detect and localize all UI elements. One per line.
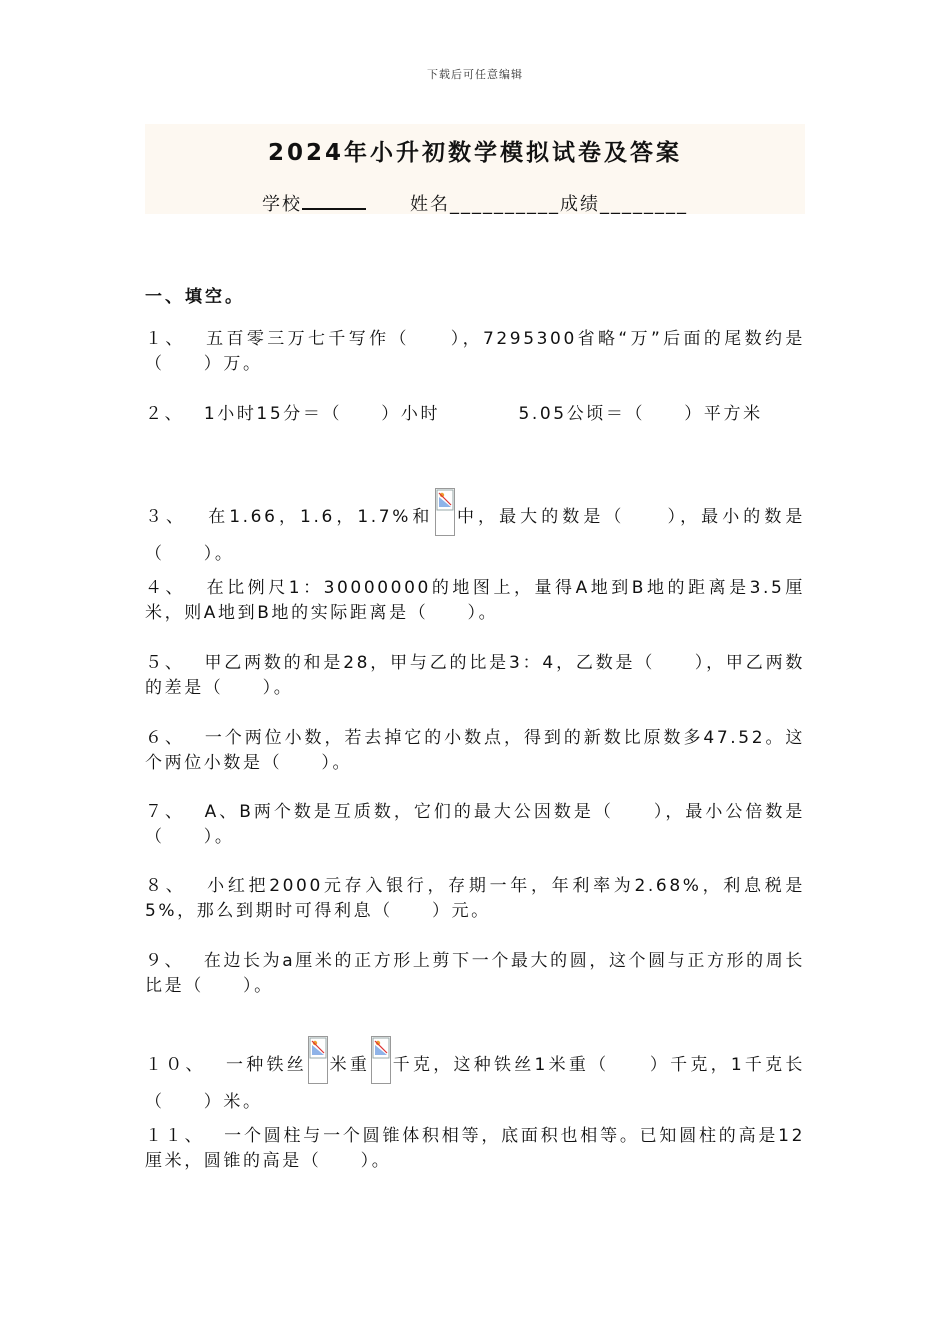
exam-info-line bbox=[145, 190, 805, 216]
question-7 bbox=[145, 800, 805, 850]
question-text-cont: 千克，这种铁丝1米重（ ）千克，1千克长（ ）米。 bbox=[145, 1055, 805, 1112]
question-6 bbox=[145, 726, 805, 776]
broken-image-icon bbox=[435, 488, 455, 536]
broken-image-icon bbox=[308, 1036, 328, 1084]
school-blank bbox=[302, 192, 366, 210]
question-text-cont: 米重 bbox=[329, 1055, 371, 1075]
question-text: 在比例尺1：30000000的地图上，量得A地到B地的距离是3.5厘米，则A地到B地的实际距离是（ ）。 bbox=[145, 578, 805, 623]
question-text: 甲乙两数的和是28，甲与乙的比是3：4，乙数是（ ），甲乙两数的差是（ ）。 bbox=[145, 653, 805, 698]
question-3 bbox=[145, 488, 805, 573]
question-number: １０、 bbox=[145, 1055, 206, 1075]
question-number: ８、 bbox=[145, 876, 187, 896]
page-title: 2024年小升初数学模拟试卷及答案 bbox=[267, 140, 682, 166]
question-text: 五百零三万七千写作（ ），7295300省略“万”后面的尾数约是（ ）万。 bbox=[145, 329, 806, 374]
question-4 bbox=[145, 576, 805, 626]
question-10 bbox=[145, 1036, 805, 1121]
header-note: 下载后可任意编辑 bbox=[427, 68, 523, 81]
question-number: ２、 bbox=[145, 404, 185, 424]
question-text: 小红把2000元存入银行，存期一年，年利率为2.68%，利息税是5%，那么到期时可得利息（ ）元。 bbox=[145, 876, 806, 921]
question-number: ９、 bbox=[145, 951, 185, 971]
question-text: 1小时15分＝（ ）小时 5.05公顷＝（ ）平方米 bbox=[203, 404, 763, 424]
name-label: 姓名__________ bbox=[410, 194, 560, 215]
question-2 bbox=[145, 402, 805, 427]
question-text: 一个圆柱与一个圆锥体积相等，底面积也相等。已知圆柱的高是12厘米，圆锥的高是（ ）。 bbox=[145, 1126, 805, 1171]
section-title: 一、填空。 bbox=[145, 287, 245, 307]
question-8 bbox=[145, 874, 805, 924]
school-label: 学校 bbox=[262, 194, 302, 215]
question-number: ７、 bbox=[145, 802, 185, 822]
question-text: 在1.66，1.6，1.7%和 bbox=[206, 507, 434, 527]
question-9 bbox=[145, 949, 805, 999]
question-5 bbox=[145, 651, 805, 701]
question-number: １、 bbox=[145, 329, 186, 349]
question-text: 一个两位小数，若去掉它的小数点，得到的新数比原数多47.52。这个两位小数是（ ）。 bbox=[145, 728, 805, 773]
title-block bbox=[145, 124, 805, 214]
question-text: 在边长为a厘米的正方形上剪下一个最大的圆，这个圆与正方形的周长比是（ ）。 bbox=[145, 951, 805, 996]
question-1 bbox=[145, 327, 805, 377]
question-number: ４、 bbox=[145, 578, 187, 598]
question-text-cont: 中，最大的数是（ ），最小的数是（ ）。 bbox=[145, 507, 806, 564]
question-number: ５、 bbox=[145, 653, 185, 673]
score-label: 成绩________ bbox=[560, 194, 688, 215]
question-number: ６、 bbox=[145, 728, 185, 748]
question-text: A、B两个数是互质数，它们的最大公因数是（ ），最小公倍数是（ ）。 bbox=[145, 802, 805, 847]
broken-image-icon bbox=[371, 1036, 391, 1084]
question-text: 一种铁丝 bbox=[225, 1055, 307, 1075]
question-number: １１、 bbox=[145, 1126, 205, 1146]
question-number: ３、 bbox=[145, 507, 188, 527]
question-11 bbox=[145, 1124, 805, 1174]
